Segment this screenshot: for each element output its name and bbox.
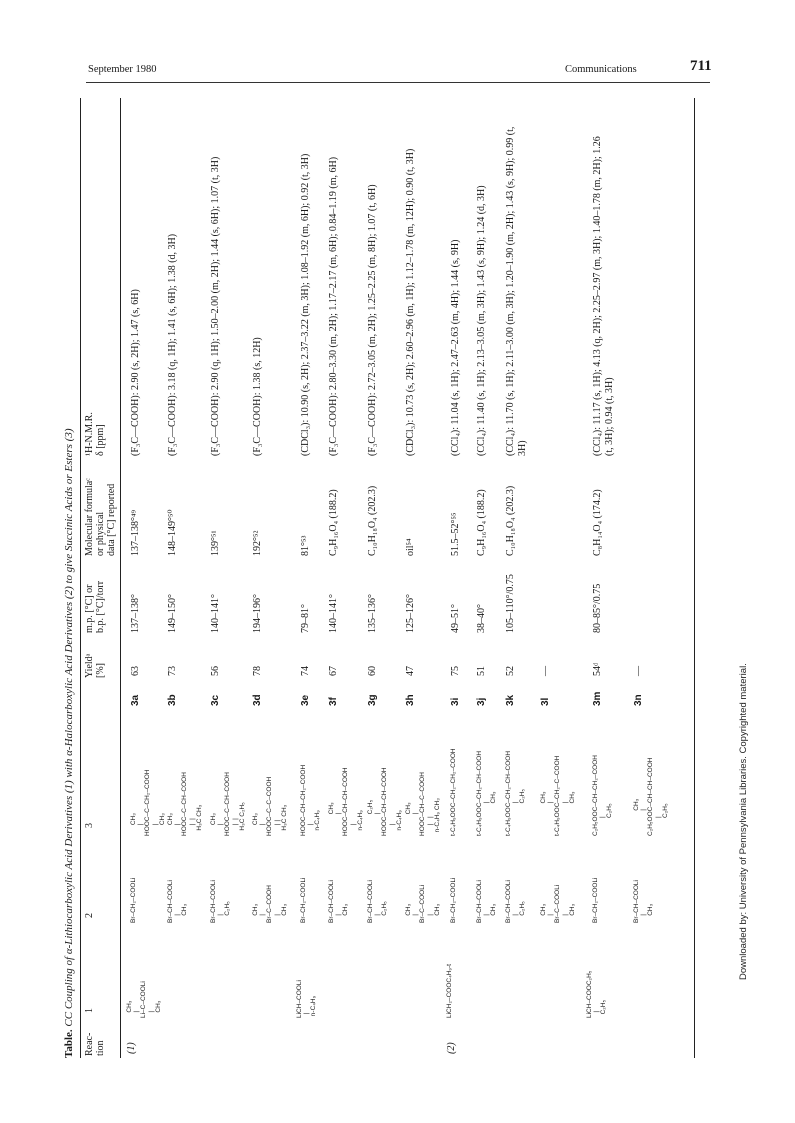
reagent-2-structure: Br–CH₂–COOLi [592,877,599,923]
mp-bp-value: 137–138° [130,594,141,633]
reagent-1-structure: LiCH–COOLi | n-C₄H₉ [296,980,318,1018]
mp-bp-value: 79–81° [300,604,311,633]
nmr-value: (CDCl₃): 10.90 (s, 2H); 2.37–3.22 (m, 3H); 1.08–1.92 (m, 6H); 0.92 (t, 3H) [300,153,311,456]
product-structure: CH₃ | C₂H₅OOC–CH–CH–COOH | C₂H₅ [633,757,669,836]
product-structure: CH₃ | HOOC–C–CH₂–COOH | CH₃ [130,769,166,836]
compound-id: 3k [505,694,516,706]
col-head-2: 2 [84,913,95,918]
product-structure: C₂H₅OOC–CH–CH₂–COOH | C₂H₅ [592,755,614,836]
formula-value: 81°⁵³ [300,535,311,556]
table-top-rule [80,98,81,1058]
reagent-2-structure: CH₃ | Br–C–COOLi | CH₃ [405,884,441,923]
nmr-value: (F₃C—COOH): 1.38 (s, 12H) [252,337,263,456]
table-bottom-rule [694,98,695,1058]
compound-id: 3m [592,691,603,706]
nmr-value: (F₃C—COOH): 2.90 (s, 2H); 1.47 (s, 6H) [130,289,141,456]
col-head-formula: Molecular formulaᶜ or physical data [°C] reported [84,478,117,556]
yield-value: 78 [252,666,263,676]
nmr-value: (F₃C—COOH): 2.90 (q, 1H); 1.50–2.00 (m, 2H); 1.44 (s, 6H); 1.07 (t, 3H) [210,156,221,456]
col-head-reaction: Reac- tion [84,1032,106,1056]
mp-bp-value: 49–51° [450,604,461,633]
header-rule [86,82,710,83]
reagent-2-structure: Br–CH–COOLi | CH₃ [476,880,498,923]
mp-bp-value: 38–40° [476,604,487,633]
mp-bp-value: 80–85°/0.75 [592,583,603,633]
running-header-section: Communications [565,64,637,75]
compound-id: 3a [130,694,141,706]
col-head-yield: Yieldᵃ [%] [84,653,106,678]
nmr-value: (F₃C—COOH): 2.72–3.05 (m, 2H); 1.25–2.25 (m, 8H); 1.07 (t, 6H) [367,184,378,456]
reagent-2-structure: Br–CH–COOLi | C₂H₅ [505,880,527,923]
formula-value: oil⁵⁴ [405,538,416,556]
compound-id: 3b [167,694,178,706]
reagent-2-structure: Br–CH–COOLi | C₂H₅ [210,880,232,923]
reaction-label: (1) [126,1042,137,1054]
compound-id: 3e [300,694,311,706]
compound-id: 3f [328,697,339,706]
nmr-value: (CDCl₃): 10.73 (s, 2H); 2.60–2.96 (m, 1H); 1.12–1.78 (m, 12H); 0.90 (t, 3H) [405,148,416,456]
table-caption [63,429,75,1058]
yield-value: 56 [210,666,221,676]
reagent-2-structure: CH₃ | Br–C–COOH | CH₃ [252,885,288,923]
reagent-2-structure: Br–CH₂–COOLi [450,877,457,923]
nmr-value: (CCl₄): 11.70 (s, 1H); 2.11–3.00 (m, 3H); 1.20–1.90 (m, 2H); 1.43 (s, 9H); 0.99 (t, 3H) [505,126,528,456]
product-structure: CH₃ | HOOC–C–C–COOH | | H₃C CH₃ [252,776,288,836]
yield-value: 54ᵈ [592,662,603,676]
compound-id: 3i [450,697,461,706]
reagent-1-structure: CH₃ | Li–C–COOLi | CH₃ [126,981,162,1018]
nmr-value: (CCl₄): 11.17 (s, 1H); 4.13 (q, 2H); 2.25–2.97 (m, 3H); 1.40–1.78 (m, 2H); 1.26 (t, 3H); 0.94 (t, 3H) [592,136,615,456]
col-head-mp: m.p. [°C] or b.p. [°C]/torr [84,580,106,633]
reagent-2-structure: Br–CH–COOLi | CH₃ [328,880,350,923]
yield-value: 60 [367,666,378,676]
formula-value: C₉H₁₆O₄ (188.2) [328,489,339,556]
mp-bp-value: 135–136° [367,594,378,633]
product-structure: CH₃ | HOOC–C–CH–COOH | | H₃C CH₃ [167,772,203,836]
formula-value: 148–149°⁵⁰ [167,509,178,556]
reagent-2-structure: Br–CH₂–COOLi [130,877,137,923]
formula-value: C₁₀H₁₈O₄ (202.3) [367,485,378,556]
col-head-nmr: ¹H-N.M.R. δ [ppm] [84,412,106,456]
yield-value: — [633,666,644,676]
formula-value: 192°⁵² [252,530,263,556]
reagent-2-structure: Br–CH₂–COOLi [300,877,307,923]
yield-value: 74 [300,666,311,676]
product-structure: CH₃ | HOOC–C–CH–COOH | | H₃C C₂H₅ [210,772,246,836]
nmr-value: (F₃C—COOH): 2.80–3.30 (m, 2H); 1.17–2.17 (m, 6H); 0.84–1.19 (m, 6H) [328,156,339,456]
rotated-table-page [60,88,700,1068]
yield-value: — [540,666,551,676]
mp-bp-value: 140–141° [328,594,339,633]
mp-bp-value: 149–150° [167,594,178,633]
mp-bp-value: 105–110°/0.75 [505,574,516,633]
table-label: Table. [63,1029,75,1058]
col-head-3: 3 [84,823,95,828]
reagent-2-structure: Br–CH–COOLi | CH₃ [633,880,655,923]
product-structure: CH₃ | t-C₄H₉OOC–CH₂–C–COOH | CH₃ [540,755,576,836]
formula-value: C₉H₁₆O₄ (188.2) [476,489,487,556]
mp-bp-value: 140–141° [210,594,221,633]
reagent-1-structure: LiCH₂–COOC₄H₉-t [446,964,453,1018]
product-structure: CH₃ | HOOC–CH–C–COOH | | n-C₄H₉ CH₃ [405,772,441,836]
yield-value: 75 [450,666,461,676]
nmr-value: (F₃C—COOH): 3.18 (q, 1H); 1.41 (s, 6H); 1.38 (d, 3H) [167,233,178,456]
mp-bp-value: 194–196° [252,594,263,633]
product-structure: t-C₄H₉OOC–CH₂–CH–COOH | C₂H₅ [505,750,527,836]
page-number: 711 [690,58,712,74]
compound-id: 3l [540,697,551,706]
table-caption-text: CC Coupling of α-Lithiocarboxylic Acid Derivatives (1) with α-Halocarboxylic Acid Derivatives (2) to give Succinic Acids or Esters (3) [63,428,75,1027]
yield-value: 67 [328,666,339,676]
yield-value: 63 [130,666,141,676]
product-structure: t-C₄H₉OOC–CH₂–CH₂–COOH [450,748,457,836]
nmr-value: (CCl₄): 11.40 (s, 1H); 2.13–3.05 (m, 3H); 1.43 (s, 9H); 1.24 (d, 3H) [476,185,487,456]
formula-value: 51.5–52°⁵⁵ [450,512,461,556]
reaction-label: (2) [446,1042,457,1054]
mp-bp-value: 125–126° [405,594,416,633]
compound-id: 3j [476,697,487,706]
compound-id: 3d [252,694,263,706]
product-structure: t-C₄H₉OOC–CH₂–CH–COOH | CH₃ [476,750,498,836]
compound-id: 3n [633,694,644,706]
product-structure: HOOC–CH–CH₂–COOH | n-C₄H₉ [300,764,322,836]
reagent-2-structure: CH₃ | Br–C–COOLi | CH₃ [540,884,576,923]
reagent-2-structure: Br–CH–COOLi | CH₃ [167,880,189,923]
reagent-1-structure: LiCH–COOC₂H₅ | C₂H₅ [586,970,608,1018]
formula-value: C₈H₁₄O₄ (174.2) [592,489,603,556]
yield-value: 52 [505,666,516,676]
yield-value: 51 [476,666,487,676]
yield-value: 73 [167,666,178,676]
reagent-2-structure: Br–CH–COOLi | C₂H₅ [367,880,389,923]
product-structure: C₂H₅ | HOOC–CH–CH–COOH | n-C₄H₉ [367,767,403,836]
table-header-rule [120,98,121,1058]
col-head-1: 1 [84,1008,95,1013]
formula-value: 139°⁵¹ [210,530,221,556]
compound-id: 3g [367,694,378,706]
yield-value: 47 [405,666,416,676]
compound-id: 3h [405,694,416,706]
compound-id: 3c [210,694,221,706]
nmr-value: (CCl₄): 11.04 (s, 1H); 2.47–2.63 (m, 4H); 1.44 (s, 9H) [450,239,461,456]
product-structure: CH₃ | HOOC–CH–CH–COOH | n-C₄H₉ [328,767,364,836]
formula-value: C₁₀H₁₈O₄ (202.3) [505,485,516,556]
formula-value: 137–138°⁴⁹ [130,510,141,556]
download-note: Downloaded by: University of Pennsylvania Libraries. Copyrighted material. [738,663,749,980]
running-header-date: September 1980 [88,64,157,75]
